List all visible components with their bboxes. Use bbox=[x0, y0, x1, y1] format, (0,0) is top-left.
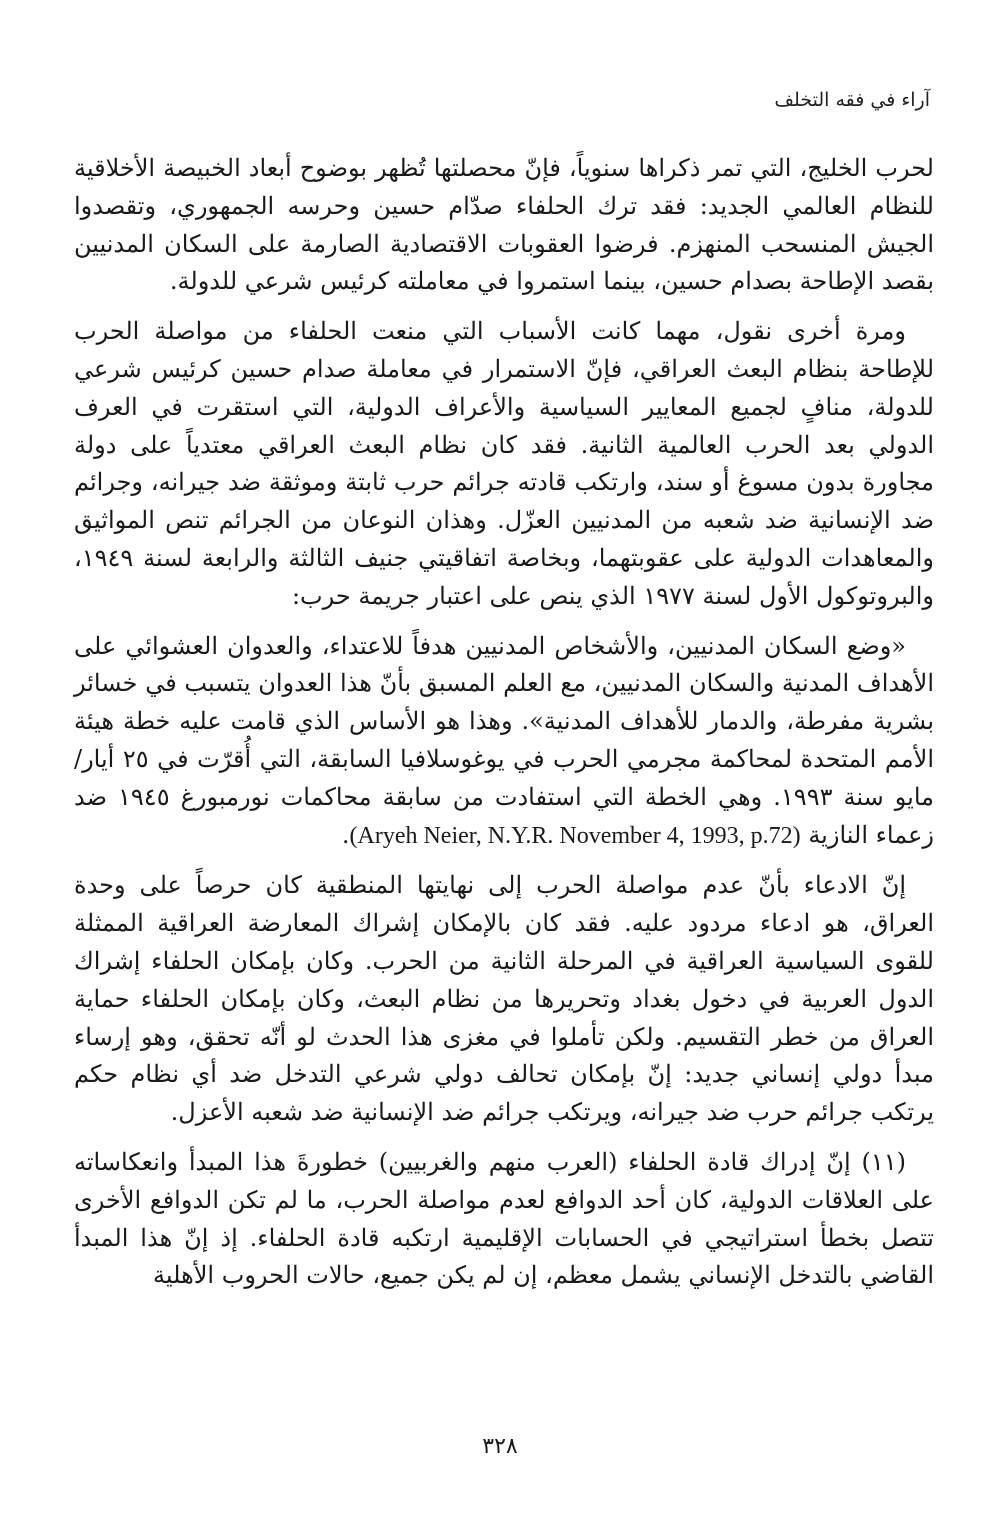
page-number: ٣٢٨ bbox=[482, 1434, 518, 1459]
paragraph-2: ومرة أخرى نقول، مهما كانت الأسباب التي منعت الحلفاء من مواصلة الحرب للإطاحة بنظام البعث العراقي، فإنّ الاستمرار في معاملة صدام حسين كرئيس شرعي للدولة، منافٍ لجميع المعايير السياسية والأعراف الدولية، التي استقرت في العرف الدولي بعد الحرب العالمية الثانية. فقد كان نظام البعث العراقي معتدياً على دولة مجاورة بدون مسوغ أو سند، وارتكب قادته جرائم حرب ثابتة وموثقة ضد جيرانه، وجرائم ضد الإنسانية ضد شعبه من المدنيين العزّل. وهذان النوعان من الجرائم تنص المواثيق والمعاهدات الدولية على عقوبتهما، وبخاصة اتفاقيتي جنيف الثالثة والرابعة لسنة ١٩٤٩، والبروتوكول الأول لسنة ١٩٧٧ الذي ينص على اعتبار جريمة حرب: bbox=[74, 317, 935, 610]
running-header: آراء في فقه التخلف bbox=[774, 89, 930, 111]
paragraph-1: لحرب الخليج، التي تمر ذكراها سنوياً، فإنّ محصلتها تُظهر بوضوح أبعاد الخبيصة الأخلاقية للنظام العالمي الجديد: فقد ترك الحلفاء صدّام حسين وحرسه الجمهوري، وتقصدوا الجيش المنسحب المنهزم. فرضوا العقوبات الاقتصادية الصارمة على السكان المدنيين بقصد الإطاحة بصدام حسين، بينما استمروا في معاملته كرئيس شرعي للدولة. bbox=[74, 154, 934, 296]
quote-text: «وضع السكان المدنيين، والأشخاص المدنيين هدفاً للاعتداء، والعدوان العشوائي على الأهداف المدنية والسكان المدنيين، مع العلم المسبق بأنّ هذا العدوان يتسبب في خسائر بشرية مفرطة، والدمار للأهداف المدنية». وهذا هو الأساس الذي قامت عليه خطة هيئة الأمم المتحدة لمحاكمة مجرمي الحرب في يوغوسلافيا السابقة، التي أُقرّت في ٢٥ أيار/مايو سنة ١٩٩٣. وهي الخطة التي استفادت من سابقة محاكمات نورمبورغ ١٩٤٥ ضد زعماء النازية bbox=[74, 631, 934, 849]
quote-ending: . bbox=[341, 820, 350, 849]
citation: (Aryeh Neier, N.Y.R. November 4, 1993, p.72) bbox=[349, 822, 801, 849]
paragraph-3-quote bbox=[74, 628, 934, 856]
paragraph-4: إنّ الادعاء بأنّ عدم مواصلة الحرب إلى نهايتها المنطقية كان حرصاً على وحدة العراق، هو ادعاء مردود عليه. فقد كان بالإمكان إشراك المعارضة العراقية الممثلة للقوى السياسية العراقية في المرحلة الثانية من الحرب. وكان بإمكان الحلفاء إشراك الدول العربية في دخول بغداد وتحريرها من نظام البعث، وكان بإمكان الحلفاء حماية العراق من خطر التقسيم. ولكن تأملوا في مغزى هذا الحدث لو أنّه تحقق، وهو إرساء مبدأ دولي إنساني جديد: إنّ بإمكان تحالف دولي شرعي التدخل ضد أي نظام حكم يرتكب جرائم حرب ضد جيرانه، ويرتكب جرائم ضد الإنسانية ضد شعبه الأعزل. bbox=[74, 871, 934, 1127]
paragraph-5: (١١) إنّ إدراك قادة الحلفاء (العرب منهم والغربيين) خطورةَ هذا المبدأ وانعكاساته على العلاقات الدولية، كان أحد الدوافع لعدم مواصلة الحرب، ما لم تكن الدوافع الأخرى تتصل بخطأ استراتيجي في الحسابات الإقليمية ارتكبه قادة الحلفاء. إذ إنّ هذا المبدأ القاضي بالتدخل الإنساني يشمل معظم، إن لم يكن جميع، حالات الحروب الأهلية bbox=[74, 1147, 934, 1290]
body-text bbox=[74, 150, 934, 1307]
